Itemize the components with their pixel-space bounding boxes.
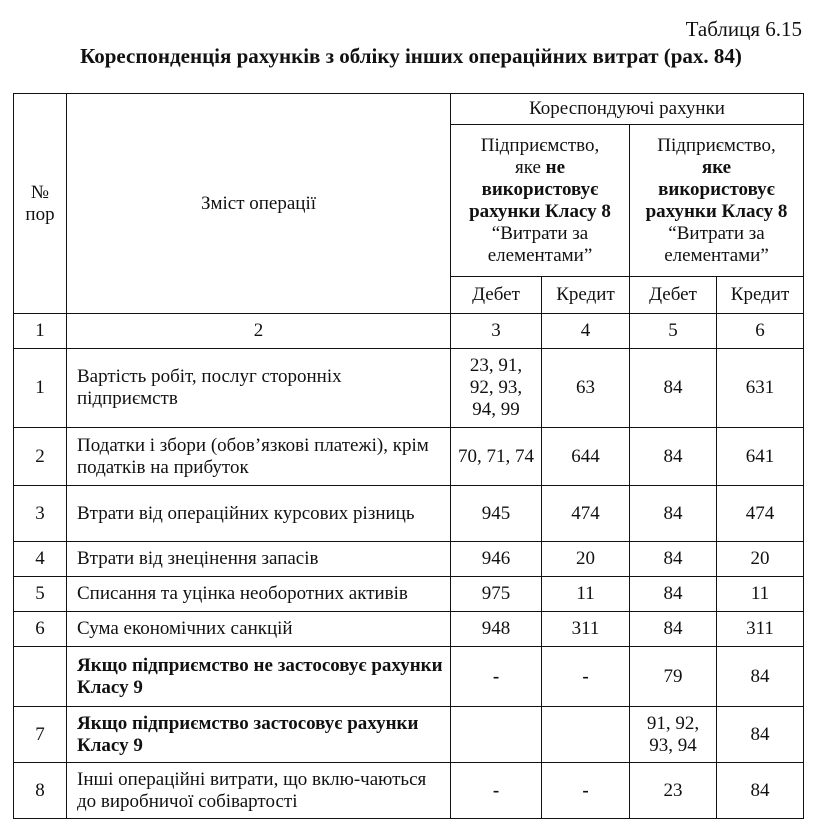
row-credit-a: 474	[542, 486, 630, 542]
credit-header-a: Кредит	[542, 277, 630, 314]
row-debit-a: 948	[451, 612, 542, 647]
row-credit-a: -	[542, 647, 630, 707]
col-number: 6	[717, 314, 804, 349]
table-row	[14, 542, 804, 577]
correspondence-table	[13, 93, 804, 819]
row-num: 3	[14, 486, 67, 542]
col-number: 1	[14, 314, 67, 349]
row-debit-b: 84	[630, 428, 717, 486]
row-debit-b: 84	[630, 349, 717, 428]
row-text: Втрати від знецінення запасів	[67, 542, 451, 577]
row-debit-b: 84	[630, 486, 717, 542]
row-credit-b: 11	[717, 577, 804, 612]
row-text: Податки і збори (обов’язкові платежі), крім податків на прибуток	[67, 428, 451, 486]
table-row	[14, 486, 804, 542]
row-debit-a: -	[451, 647, 542, 707]
table-row	[14, 612, 804, 647]
row-debit-b: 23	[630, 763, 717, 819]
group-a-line5: “Витрати за	[491, 222, 589, 244]
row-debit-b: 84	[630, 577, 717, 612]
row-text: Вартість робіт, послуг сторонніх підприємств	[67, 349, 451, 428]
row-credit-a	[542, 707, 630, 763]
group-a-line2	[457, 157, 623, 179]
group-a-line4: рахунки Класу 8	[469, 200, 611, 222]
col-number: 3	[451, 314, 542, 349]
group-a-line1: Підприємство,	[480, 134, 600, 156]
row-debit-a: 23, 91, 92, 93, 94, 99	[451, 349, 542, 428]
row-credit-b: 84	[717, 707, 804, 763]
credit-header-b: Кредит	[717, 277, 804, 314]
row-num: 1	[14, 349, 67, 428]
debit-header-a: Дебет	[451, 277, 542, 314]
row-debit-a: 946	[451, 542, 542, 577]
num-header: № пор	[14, 94, 67, 314]
row-text: Списання та уцінка необоротних активів	[67, 577, 451, 612]
row-credit-a: 63	[542, 349, 630, 428]
row-debit-b: 84	[630, 612, 717, 647]
content-header: Зміст операції	[67, 94, 451, 314]
row-num	[14, 647, 67, 707]
row-num: 4	[14, 542, 67, 577]
row-debit-b: 84	[630, 542, 717, 577]
group-a-line2-pre: яке	[514, 156, 546, 178]
row-debit-a: 945	[451, 486, 542, 542]
col-number: 2	[67, 314, 451, 349]
row-num: 2	[14, 428, 67, 486]
group-b-header	[630, 125, 804, 277]
row-credit-b: 474	[717, 486, 804, 542]
table-row	[14, 577, 804, 612]
row-debit-b: 79	[630, 647, 717, 707]
group-a-line6: елементами”	[487, 244, 593, 266]
row-debit-a: 975	[451, 577, 542, 612]
header-row-1	[14, 94, 804, 125]
table-row	[14, 707, 804, 763]
row-debit-a: 70, 71, 74	[451, 428, 542, 486]
row-text: Сума економічних санкцій	[67, 612, 451, 647]
group-b-line4: рахунки Класу 8	[645, 200, 788, 222]
row-credit-a: 20	[542, 542, 630, 577]
corresp-header: Кореспондуючі рахунки	[451, 94, 804, 125]
group-b-line5: “Витрати за	[668, 222, 765, 244]
column-number-row	[14, 314, 804, 349]
row-debit-a: -	[451, 763, 542, 819]
table-row	[14, 428, 804, 486]
row-num: 7	[14, 707, 67, 763]
row-credit-b: 84	[717, 763, 804, 819]
col-number: 4	[542, 314, 630, 349]
row-num: 6	[14, 612, 67, 647]
table-row	[14, 647, 804, 707]
row-text: Якщо підприємство не застосовує рахунки Класу 9	[67, 647, 451, 707]
col-number: 5	[630, 314, 717, 349]
group-a-line2-bold: не	[545, 156, 566, 178]
table-number: Таблиця 6.15	[685, 17, 802, 41]
row-credit-b: 641	[717, 428, 804, 486]
row-text: Втрати від операційних курсових різниць	[67, 486, 451, 542]
row-credit-a: 644	[542, 428, 630, 486]
row-num: 5	[14, 577, 67, 612]
table-row	[14, 763, 804, 819]
row-text: Якщо підприємство застосовує рахунки Класу 9	[67, 707, 451, 763]
row-credit-b: 311	[717, 612, 804, 647]
group-b-line1: Підприємство,	[657, 134, 776, 156]
row-credit-b: 20	[717, 542, 804, 577]
group-b-line6: елементами”	[664, 244, 769, 266]
group-a-header	[451, 125, 630, 277]
row-num: 8	[14, 763, 67, 819]
row-debit-b: 91, 92, 93, 94	[630, 707, 717, 763]
row-credit-a: -	[542, 763, 630, 819]
row-text: Інші операційні витрати, що вклю-чаються до виробничої собівартості	[67, 763, 451, 819]
group-b-line2: яке	[701, 156, 732, 178]
row-credit-b: 631	[717, 349, 804, 428]
table-title: Кореспонденція рахунків з обліку інших операційних витрат (рах. 84)	[80, 44, 742, 68]
row-debit-a	[451, 707, 542, 763]
row-credit-a: 311	[542, 612, 630, 647]
group-b-line3: використовує	[658, 178, 775, 200]
row-credit-a: 11	[542, 577, 630, 612]
group-a-line3: використовує	[481, 178, 599, 200]
table-row	[14, 349, 804, 428]
debit-header-b: Дебет	[630, 277, 717, 314]
row-credit-b: 84	[717, 647, 804, 707]
